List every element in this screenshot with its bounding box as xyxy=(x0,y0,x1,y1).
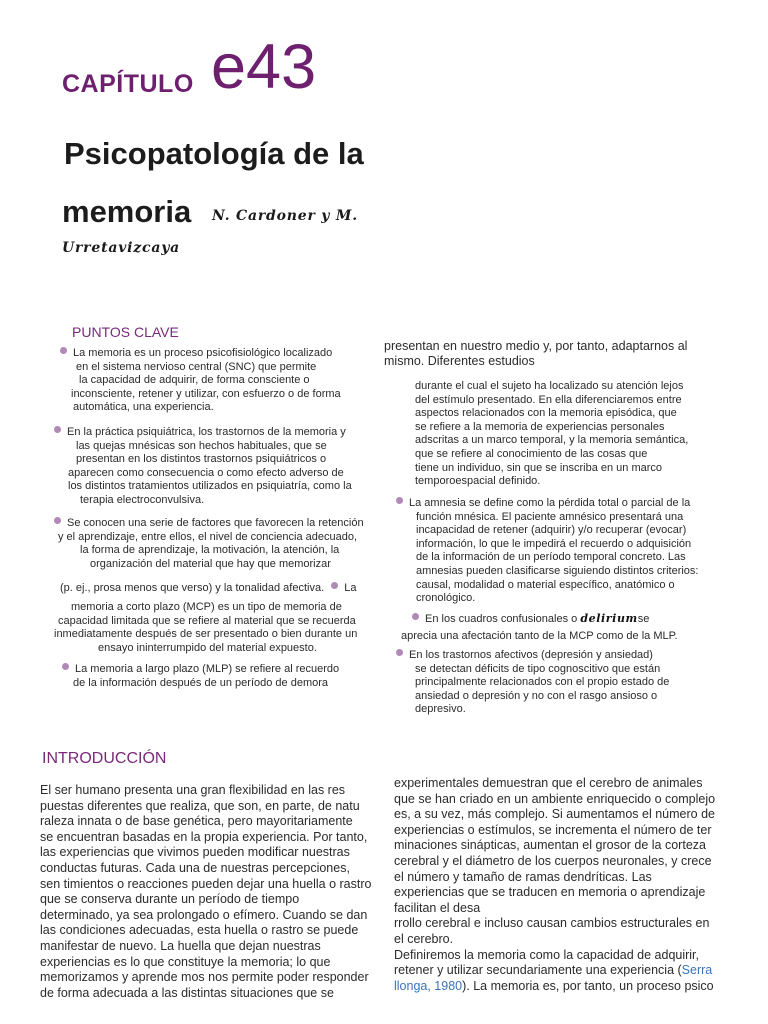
intro-line: sen timientos o reacciones pueden dejar una huella o rastro xyxy=(40,876,372,891)
kp3b-line: (p. ej., prosa menos que verso) y la tonalidad afectiva. xyxy=(60,582,325,594)
intro-line: es, a su vez, más complejo. Si aumentamos el número de xyxy=(394,807,715,822)
chapter-title-line1: Psicopatología de la xyxy=(64,136,364,171)
r2-line: incapacidad de retener (adquirir) y/o recuperar (evocar) xyxy=(416,524,687,537)
intro-line: facilitan el desa xyxy=(394,900,481,915)
key-point-2 xyxy=(54,426,352,508)
chapter-title-line2: memoria xyxy=(62,194,192,229)
r1-line: adscritas a un marco temporal, y la memoria semántica, xyxy=(415,434,689,447)
intro-line: cerebral y el diámetro de los cuerpos neuronales, y crece xyxy=(394,853,712,868)
kp1-line: en el sistema nervioso central (SNC) que permite xyxy=(76,360,317,373)
r3-line: aprecia una afectación tanto de la MCP como de la MLP. xyxy=(401,629,678,642)
intro-line: experimentales demuestran que el cerebro de animales xyxy=(394,776,703,790)
r4-line: se detectan déficits de tipo cognoscitivo que están xyxy=(415,662,661,675)
key-point-6 xyxy=(396,497,698,606)
key-point-5-cont xyxy=(415,380,688,489)
kp1-line: inconsciente, retener y utilizar, con esfuerzo o de forma xyxy=(71,387,341,400)
kp2-line: los distintos tratamientos utilizados en psiquiatría, como la xyxy=(68,480,352,493)
r4-line: ansiedad o depresión y no con el rasgo ansioso o xyxy=(415,689,658,702)
kp2-line: aparecen como consecuencia o como efecto adverso de xyxy=(68,466,344,479)
intro-line: memorizamos y aprende mos nos permite poder responder xyxy=(40,970,369,985)
r3-text: En los cuadros confusionales o xyxy=(425,613,578,625)
r2-line: amnesias pueden clasificarse siguiendo distintos criterios: xyxy=(416,564,699,577)
bullet-icon xyxy=(396,649,403,656)
r2-line: causal, modalidad o material específico, anatómico o xyxy=(416,578,675,591)
intro-line: se encuentran basadas en la propia experiencia. Por tanto, xyxy=(40,829,368,844)
kp1-line: La memoria es un proceso psicofisiológico localizado xyxy=(73,347,333,359)
kp3-line: la forma de aprendizaje, la motivación, la atención, la xyxy=(80,544,340,557)
key-point-cont-right xyxy=(384,339,687,369)
kp2-line: las quejas mnésicas son hechos habituales, que se xyxy=(76,439,327,452)
kp5-line: La memoria a largo plazo (MLP) se refiere al recuerdo xyxy=(75,663,340,675)
intro-line: experiencias o estímulos, se incrementa el número de ter xyxy=(394,822,712,837)
bullet-icon xyxy=(60,347,67,354)
key-point-4 xyxy=(54,601,357,655)
kp3-line: Se conocen una serie de factores que favorecen la retención xyxy=(67,517,364,529)
r3-text: se xyxy=(637,613,650,625)
intro-heading: INTRODUCCIÓN xyxy=(42,750,167,767)
intro-right-column xyxy=(394,776,728,994)
r1-line: tiene un individuo, sin que se inscriba en un marco xyxy=(415,461,663,474)
kp1-line: la capacidad de adquirir, de forma consciente o xyxy=(79,374,310,387)
key-point-3-cont xyxy=(60,582,356,596)
key-point-3 xyxy=(54,517,364,571)
bullet-icon xyxy=(54,426,61,433)
intro-line: ). La memoria es, por tanto, un proceso psico xyxy=(462,978,714,993)
intro-left-column xyxy=(40,783,371,1001)
intro-line: manifestar de nuevo. La huella que dejan nuestras xyxy=(40,938,321,953)
intro-line: experiencias que se traducen en memoria o aprendizaje xyxy=(394,885,706,900)
chapter-label: CAPÍTULO xyxy=(62,70,194,98)
intro-line: de forma adecuada a las distintas situaciones que se xyxy=(40,985,334,1000)
key-point-7 xyxy=(401,612,678,643)
intro-line: el cerebro. xyxy=(394,931,454,946)
key-point-1 xyxy=(60,347,341,415)
authors-line2: Urretavizcaya xyxy=(62,240,181,256)
kp2-line: En la práctica psiquiátrica, los trastornos de la memoria y xyxy=(67,426,346,438)
intro-line: rrollo cerebral e incluso causan cambios estructurales en xyxy=(394,916,710,931)
r1-line: que se refiere al conocimiento de las cosas que xyxy=(415,447,648,460)
key-point-5 xyxy=(62,663,339,690)
r2-line: función mnésica. El paciente amnésico presentará una xyxy=(416,510,684,523)
intro-line: Definiremos la memoria como la capacidad de adquirir, xyxy=(394,947,700,962)
kp4-line: capacidad limitada que se refiere al material que se recuerda xyxy=(58,614,356,627)
r1-line: aspectos relacionados con la memoria episódica, que xyxy=(415,407,677,420)
r0-line: mismo. Diferentes estudios xyxy=(384,354,535,368)
r2-line: de la información de un período temporal concreto. Las xyxy=(416,551,686,564)
authors-line1: N. Cardoner y M. xyxy=(212,208,358,224)
intro-line: que se han criado en un ambiente enriquecido o complejo xyxy=(394,791,716,806)
r2-line: cronológico. xyxy=(416,592,476,605)
r2-line: información, lo que le impedirá el recuerdo o adquisición xyxy=(416,537,692,550)
intro-line: el número y tamaño de ramas dendríticas. Las xyxy=(394,869,652,884)
kp2-line: terapia electroconvulsiva. xyxy=(80,493,205,506)
citation-link[interactable]: llonga, 1980 xyxy=(394,978,463,993)
kp4-line: inmediatamente después de ser presentado o bien durante un xyxy=(54,628,358,641)
kp1-line: automática, una experiencia. xyxy=(73,401,214,414)
r4-line: En los trastornos afectivos (depresión y ansiedad) xyxy=(409,649,653,661)
kp2-line: presentan en los distintos trastornos psiquiátricos o xyxy=(76,453,327,466)
intro-line: puestas diferentes que realiza, que son, en parte, de natu xyxy=(40,798,360,813)
citation-link[interactable]: Serra xyxy=(681,963,713,978)
bullet-icon xyxy=(54,517,61,524)
r1-line: se refiere a la memoria de experiencias personales xyxy=(415,420,665,433)
intro-line: El ser humano presenta una gran flexibilidad en las res xyxy=(40,783,346,797)
kp3-line: y el aprendizaje, entre ellos, el nivel de conciencia adecuado, xyxy=(58,530,358,543)
intro-line: retener y utilizar secundariamente una experiencia ( xyxy=(394,963,682,978)
intro-line: raleza innata o de base genética, pero mayoritariamente xyxy=(40,814,353,829)
r4-line: depresivo. xyxy=(415,703,466,716)
bullet-icon xyxy=(331,582,338,589)
intro-line: las condiciones adecuadas, esta huella o rastro se puede xyxy=(40,923,359,938)
r2-line: La amnesia se define como la pérdida total o parcial de la xyxy=(409,497,691,509)
r1-line: temporoespacial definido. xyxy=(415,475,541,488)
kp3-line: organización del material que hay que memorizar xyxy=(90,557,331,570)
kp4-line: ensayo ininterrumpido del material expuesto. xyxy=(98,641,317,654)
bullet-icon xyxy=(62,663,69,670)
r1-line: durante el cual el sujeto ha localizado su atención lejos xyxy=(415,380,684,392)
intro-line: experiencias es lo que constituye la memoria; lo que xyxy=(40,954,331,969)
r3-emphasis: delirium xyxy=(580,612,638,625)
key-point-8 xyxy=(396,649,669,717)
kp5-line: de la información después de un período de demora xyxy=(73,676,329,689)
r1-line: del estímulo presentado. En ella diferenciaremos entre xyxy=(415,393,682,406)
kp4-line: memoria a corto plazo (MCP) es un tipo de memoria de xyxy=(71,601,342,613)
r0-line: presentan en nuestro medio y, por tanto, adaptarnos al xyxy=(384,339,688,353)
bullet-icon xyxy=(396,497,403,504)
key-points-heading: PUNTOS CLAVE xyxy=(72,324,179,340)
intro-line: determinado, ya sea prolongado o efímero. Cuando se dan xyxy=(40,907,368,922)
intro-line: conductas futuras. Cada una de nuestras percepciones, xyxy=(40,860,350,875)
intro-line: que se conserva durante un período de tiempo xyxy=(40,892,300,907)
bullet-icon xyxy=(412,613,419,620)
intro-line: minaciones sinápticas, aumentan el grosor de la corteza xyxy=(394,838,706,853)
intro-line: las experiencias que vivimos pueden modificar nuestras xyxy=(40,845,350,860)
r4-line: principalmente relacionados con el propio estado de xyxy=(415,676,670,689)
kp4-start: La xyxy=(344,582,357,594)
chapter-number: e43 xyxy=(211,32,317,102)
